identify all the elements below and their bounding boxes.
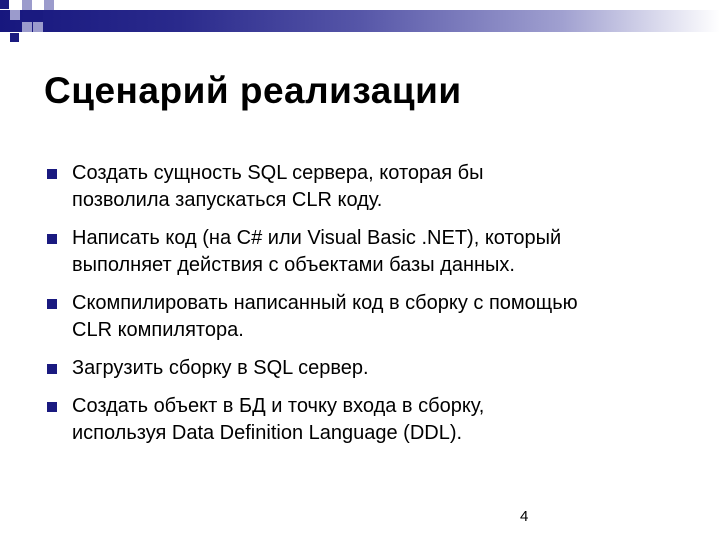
deco-square-8 — [33, 22, 43, 32]
bullet-item — [44, 393, 694, 447]
bullet-text-line: Создать объект в БД и точку входа в сборку, — [72, 395, 485, 417]
bullet-item — [44, 355, 694, 382]
bullet-item — [44, 225, 694, 279]
bullet-item — [44, 160, 694, 214]
square-bullet-icon — [47, 169, 57, 179]
bullet-text-line: Создать сущность SQL сервера, которая бы — [72, 162, 484, 184]
square-bullet-icon — [47, 299, 57, 309]
bullet-list — [44, 160, 694, 458]
square-bullet-icon — [47, 402, 57, 412]
bullet-text-line: Написать код (на C# или Visual Basic .NET), который — [72, 227, 562, 249]
deco-square-5 — [44, 0, 54, 10]
bullet-text-line: выполняет действия с объектами базы данных. — [72, 254, 515, 276]
header-gradient-bar — [0, 10, 720, 32]
bullet-text-line: CLR компилятора. — [72, 319, 244, 341]
deco-square-2 — [10, 10, 20, 20]
bullet-item — [44, 290, 694, 344]
deco-square-1 — [0, 0, 9, 9]
page-number: 4 — [520, 508, 529, 525]
deco-square-4 — [33, 10, 43, 20]
deco-square-7 — [10, 33, 19, 42]
bullet-text-line: позволила запускаться CLR коду. — [72, 189, 383, 211]
bullet-text-line: Загрузить сборку в SQL сервер. — [72, 357, 369, 379]
bullet-text-line: используя Data Definition Language (DDL). — [72, 422, 463, 444]
square-bullet-icon — [47, 364, 57, 374]
slide-title: Сценарий реализации — [44, 70, 462, 111]
bullet-text-line: Скомпилировать написанный код в сборку с помощью — [72, 292, 578, 314]
deco-square-6 — [22, 22, 32, 32]
deco-square-3 — [22, 0, 32, 10]
square-bullet-icon — [47, 234, 57, 244]
